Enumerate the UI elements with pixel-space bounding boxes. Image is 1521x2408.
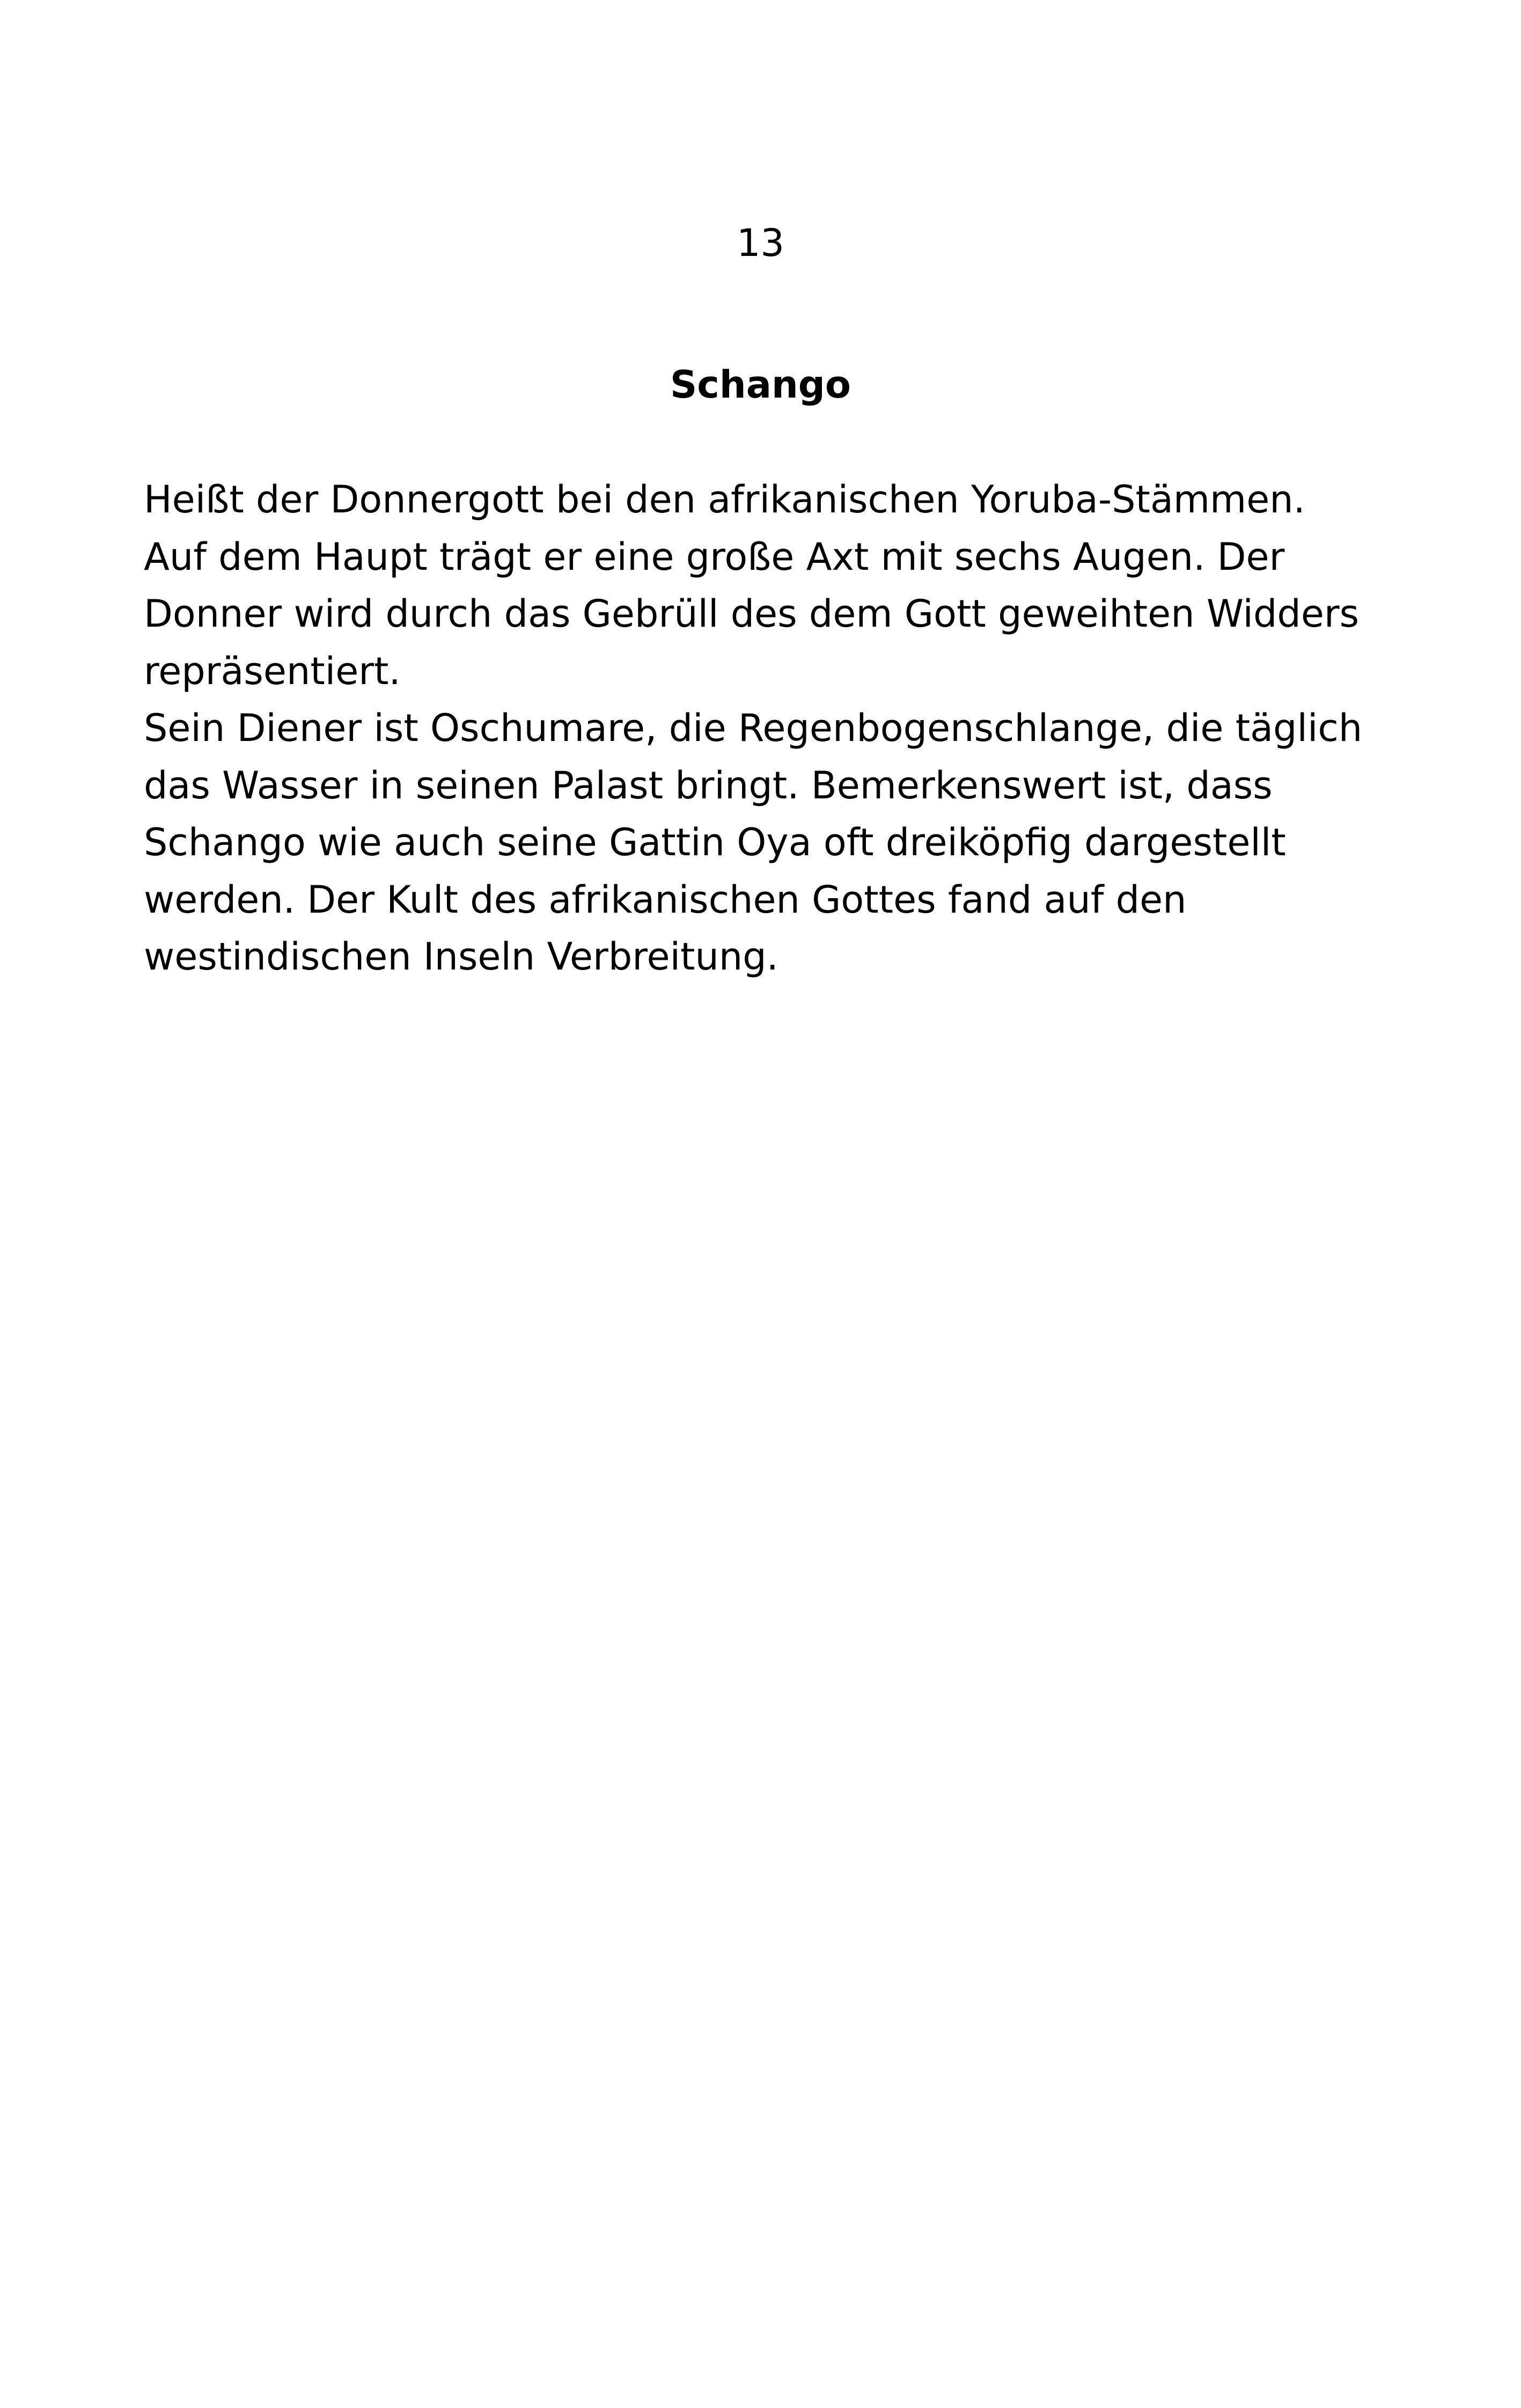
text-line: Heißt der Donnergott bei den afrikanischen Yoruba-Stämmen. xyxy=(144,478,1305,522)
text-line: werden. Der Kult des afrikanischen Gottes fand auf den xyxy=(144,877,1187,922)
text-line: Sein Diener ist Oschumare, die Regenbogenschlange, die täglich xyxy=(144,706,1363,750)
text-line: Schango wie auch seine Gattin Oya oft dreiköpfig dargestellt xyxy=(144,820,1286,864)
text-line: westindischen Inseln Verbreitung. xyxy=(144,935,778,979)
page-number: 13 xyxy=(736,221,785,265)
text-line: repräsentiert. xyxy=(144,649,401,693)
page-title: Schango xyxy=(670,363,851,407)
text-line: das Wasser in seinen Palast bringt. Bemerkenswert ist, dass xyxy=(144,763,1273,807)
text-line: Donner wird durch das Gebrüll des dem Gott geweihten Widders xyxy=(144,592,1360,636)
text-line: Auf dem Haupt trägt er eine große Axt mit sechs Augen. Der xyxy=(144,534,1285,579)
body-text xyxy=(144,471,1378,986)
